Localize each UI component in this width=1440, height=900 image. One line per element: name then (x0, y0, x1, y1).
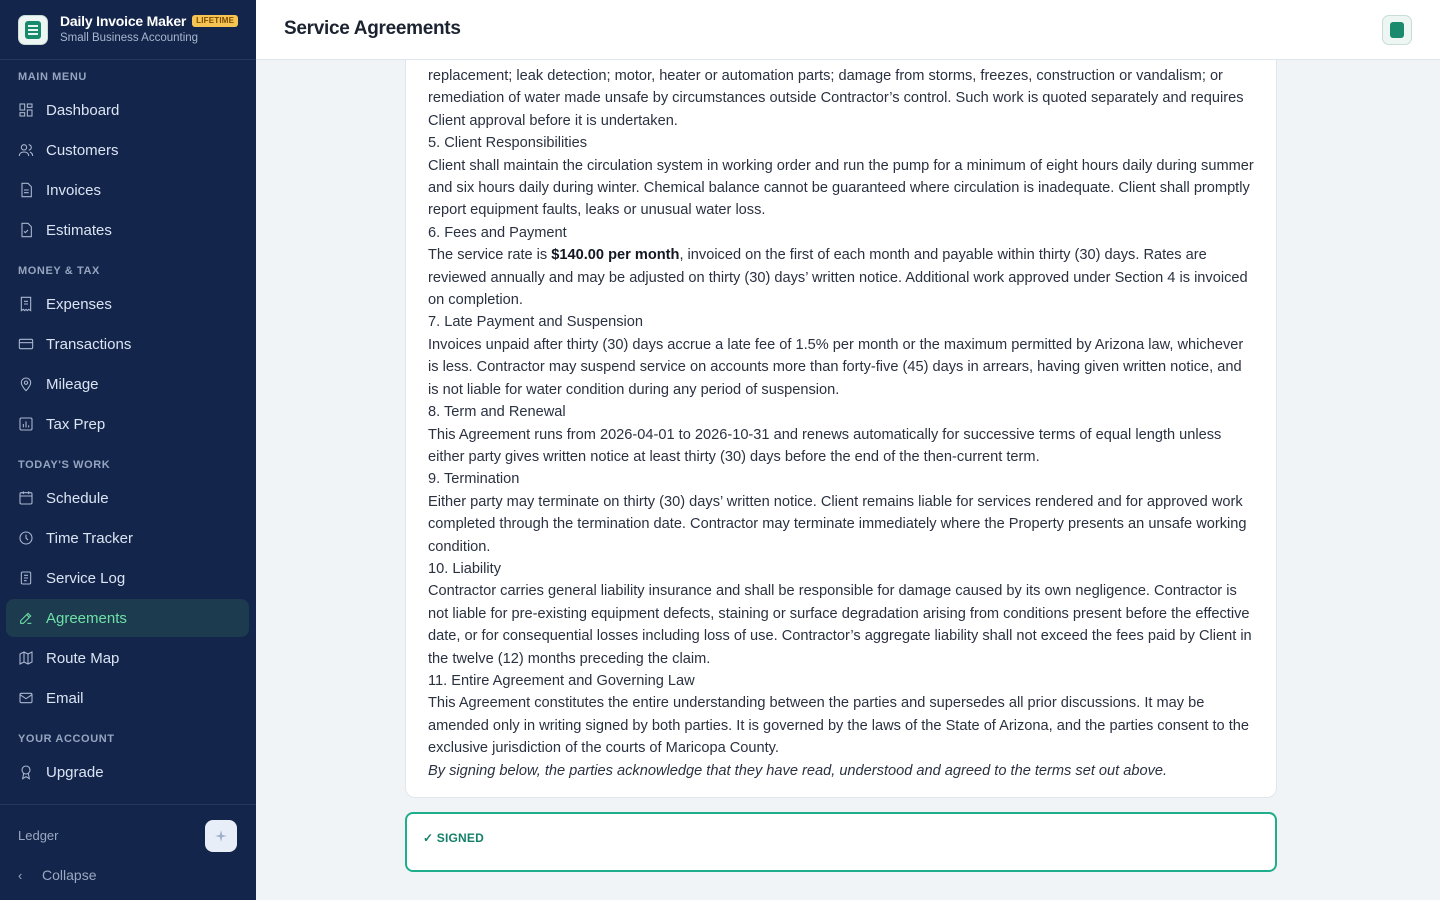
section-heading: 8. Term and Renewal (428, 404, 566, 421)
sidebar-item-label: Expenses (46, 295, 112, 313)
top-header (256, 0, 1440, 60)
dashboard-icon (18, 102, 34, 118)
account-avatar[interactable] (1382, 15, 1412, 45)
sidebar-item-label: Route Map (46, 649, 120, 667)
nav-section-label: YOUR ACCOUNT (18, 733, 115, 745)
clock-icon (18, 530, 34, 546)
section-heading: 11. Entire Agreement and Governing Law (428, 672, 695, 689)
agreement-paragraph: Contractor carries general liability insurance and shall be responsible for damage caused by its own negligence. Contractor is not liable for pre-existing equipment defects, staining or surface degradation arising from conditions present before the effective date, or for consequential losses including loss of use. Contractor’s aggregate liability shall not exceed the fees paid by Client in the twelve (12) months preceding the claim. (428, 583, 1252, 667)
agreement-paragraph: Client shall maintain the circulation system in working order and run the pump for a minimum of eight hours daily during summer and six hours daily during winter. Chemical balance cannot be guaranteed where circulation is inadequate. Client shall promptly report equipment faults, leaks or unusual water loss. (428, 157, 1254, 219)
sidebar-item-label: Customers (46, 141, 119, 159)
plan-badge: LIFETIME (192, 15, 238, 27)
users-icon (18, 142, 34, 158)
sidebar-item-label: Transactions (46, 335, 132, 353)
fees-paragraph: The service rate is $140.00 per month, invoiced on the first of each month and payable within thirty (30) days. Rates are reviewed annually and may be adjusted on thirty (30) days’ written notice. Additional work approved under Section 4 is invoiced on completion. (428, 247, 1248, 309)
agreement-paragraph: Invoices unpaid after thirty (30) days accrue a late fee of 1.5% per month or the maximum permitted by Arizona law, whichever is less. Contractor may suspend service on accounts more than forty-five (45) days in arrears, having given written notice, and is not liable for water condition during any period of suspension. (428, 336, 1244, 398)
sidebar-item-estimates[interactable] (6, 211, 249, 249)
sidebar-item-invoices[interactable] (6, 171, 249, 209)
sparkle-icon (214, 829, 228, 843)
clipboard-icon (18, 570, 34, 586)
sidebar-item-tax-prep[interactable] (6, 405, 249, 443)
closing-statement: By signing below, the parties acknowledge that they have read, understood and agreed to the terms set out above. (428, 762, 1168, 779)
pen-icon (18, 610, 34, 626)
mail-icon (18, 690, 34, 706)
service-rate: $140.00 per month (551, 247, 680, 264)
app-subtitle: Small Business Accounting (60, 32, 199, 45)
sidebar-item-label: Estimates (46, 221, 112, 239)
section-heading: 10. Liability (428, 560, 502, 577)
sidebar-item-expenses[interactable] (6, 285, 249, 323)
agreement-document (405, 60, 1277, 798)
section-heading: 6. Fees and Payment (428, 224, 567, 241)
agreement-paragraph: replacement; leak detection; motor, heater or automation parts; damage from storms, freezes, construction or vandalism; or remediation of water made unsafe by circumstances outside Contractor’s control. Such work is quoted separately and requires Client approval before it is undertaken. (428, 68, 1244, 129)
nav-section-label: TODAY'S WORK (18, 459, 111, 471)
agreement-paragraph: Either party may terminate on thirty (30) days’ written notice. Client remains liable for services rendered and for approved work completed through the termination date. Contractor may terminate immediately where the Property presents an unsafe working condition. (428, 493, 1247, 555)
sidebar-item-label: Invoices (46, 181, 102, 199)
sidebar-item-transactions[interactable] (6, 325, 249, 363)
sidebar (0, 0, 256, 900)
bar-chart-icon (18, 416, 34, 432)
sidebar-item-label: Upgrade (46, 763, 104, 781)
sidebar-item-time-tracker[interactable] (6, 519, 249, 557)
sidebar-item-mileage[interactable] (6, 365, 249, 403)
agreement-text (428, 65, 1254, 782)
sidebar-item-upgrade[interactable] (6, 753, 249, 791)
nav-section-label: MONEY & TAX (18, 265, 100, 277)
sidebar-item-label: Agreements (46, 609, 127, 627)
page-title: Service Agreements (284, 18, 461, 39)
app-name: Daily Invoice Maker (60, 13, 187, 30)
main-content (256, 60, 1440, 900)
agreement-paragraph: This Agreement runs from 2026-04-01 to 2026-10-31 and renews automatically for successive terms of equal length unless either party gives written notice at least thirty (30) days before the end of the then-current term. (428, 426, 1222, 465)
section-heading: 9. Termination (428, 471, 520, 488)
sidebar-item-agreements[interactable] (6, 599, 249, 637)
collapse-label: Collapse (42, 867, 97, 883)
map-pin-icon (18, 376, 34, 392)
signed-status: ✓ SIGNED (423, 831, 484, 845)
collapse-button[interactable] (18, 867, 96, 883)
sidebar-item-label: Dashboard (46, 101, 120, 119)
sidebar-item-service-log[interactable] (6, 559, 249, 597)
estimate-icon (18, 222, 34, 238)
credit-card-icon (18, 336, 34, 352)
sidebar-item-label: Schedule (46, 489, 109, 507)
app-logo (18, 15, 48, 45)
chevron-left-icon: ‹ (18, 867, 23, 883)
ledger-sparkle-button[interactable] (205, 820, 237, 852)
receipt-icon (18, 296, 34, 312)
sidebar-item-dashboard[interactable] (6, 91, 249, 129)
sidebar-item-customers[interactable] (6, 131, 249, 169)
map-icon (18, 650, 34, 666)
invoice-icon (18, 182, 34, 198)
sidebar-item-label: Tax Prep (46, 415, 106, 433)
ledger-label: Ledger (18, 828, 59, 843)
sidebar-footer (0, 804, 256, 900)
award-icon (18, 764, 34, 780)
sidebar-item-label: Service Log (46, 569, 126, 587)
sidebar-item-label: Mileage (46, 375, 99, 393)
agreement-paragraph: This Agreement constitutes the entire understanding between the parties and supersedes all prior discussions. It may be amended only in writing signed by both parties. It is governed by the laws of the State of Arizona, and the parties consent to the exclusive jurisdiction of the courts of Maricopa County. (428, 695, 1249, 757)
sidebar-item-schedule[interactable] (6, 479, 249, 517)
sidebar-item-route-map[interactable] (6, 639, 249, 677)
sidebar-item-label: Time Tracker (46, 529, 133, 547)
section-heading: 7. Late Payment and Suspension (428, 314, 644, 331)
signature-panel (405, 812, 1277, 872)
sidebar-item-email[interactable] (6, 679, 249, 717)
sidebar-item-label: Email (46, 689, 84, 707)
calendar-icon (18, 490, 34, 506)
section-heading: 5. Client Responsibilities (428, 135, 587, 152)
brand[interactable] (0, 0, 256, 60)
nav-section-label: MAIN MENU (18, 71, 87, 83)
